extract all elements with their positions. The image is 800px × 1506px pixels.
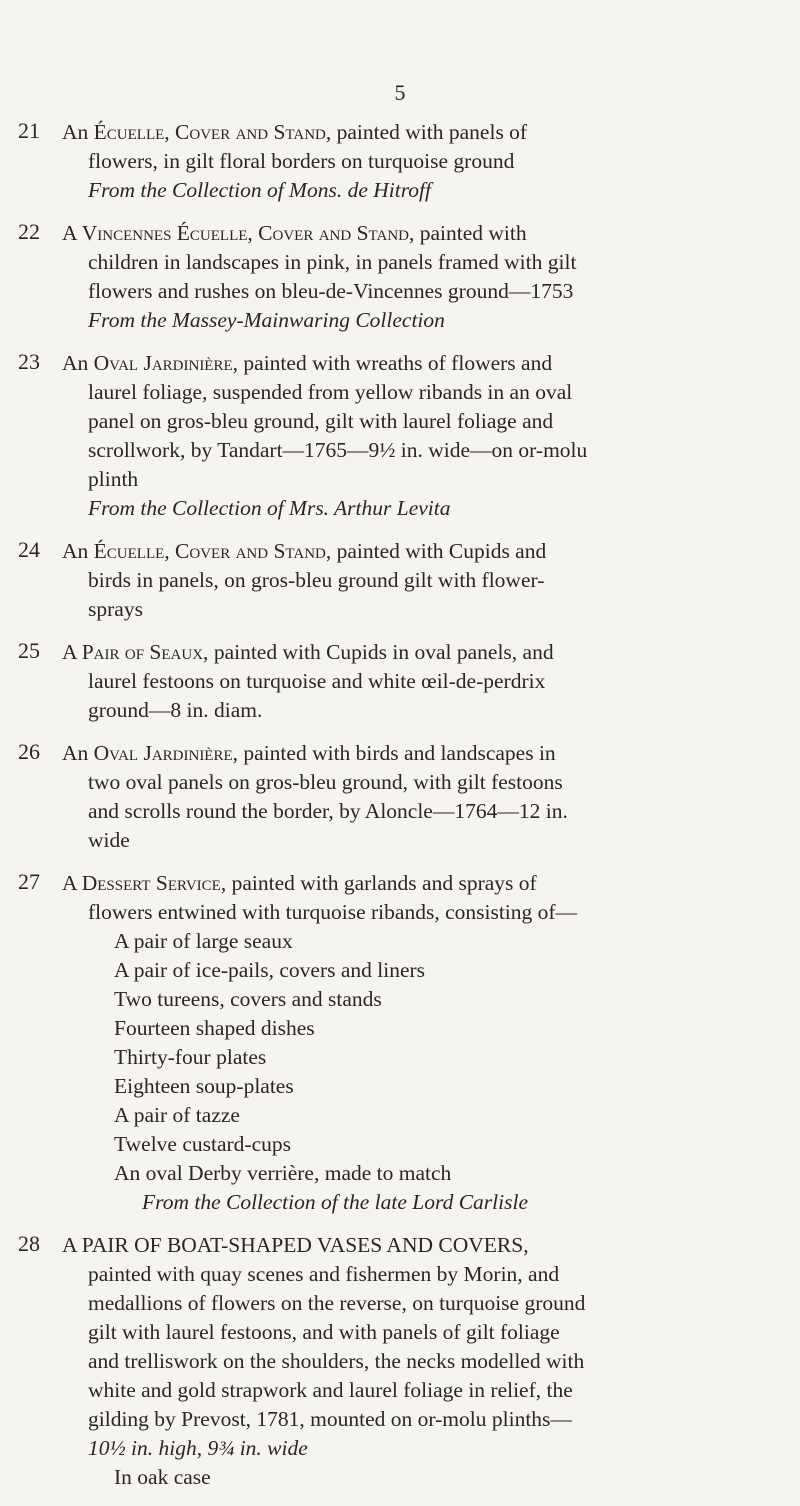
provenance: From the Collection of the late Lord Carlisle (142, 1190, 528, 1214)
lot-number: 27 (18, 869, 40, 894)
lot-number: 26 (18, 739, 40, 764)
lot-description-line: panel on gros-bleu ground, gilt with laurel foliage and (88, 409, 554, 433)
lot-description-line: flowers entwined with turquoise ribands, consisting of— (88, 900, 578, 924)
lot-entry (0, 349, 800, 523)
lot-number: 23 (18, 349, 40, 374)
lot-description-line: gilt with laurel festoons, and with panels of gilt foliage (88, 1320, 560, 1344)
lot-article: An (62, 539, 89, 563)
provenance: From the Collection of Mons. de Hitroff (88, 178, 431, 202)
lot-number: 24 (18, 537, 40, 562)
lot-description-line: birds in panels, on gros-bleu ground gilt with flower- (88, 568, 545, 592)
lot-number: 22 (18, 219, 40, 244)
lot-description-line: flowers, in gilt floral borders on turquoise ground (88, 149, 515, 173)
page-number: 5 (394, 80, 406, 105)
lot-description-line: wide (88, 828, 130, 852)
lot-description-line: two oval panels on gros-bleu ground, with gilt festoons (88, 770, 563, 794)
lot-description: painted with (419, 221, 527, 245)
list-item: Fourteen shaped dishes (114, 1016, 315, 1040)
lot-description-line: laurel foliage, suspended from yellow ribands in an oval (88, 380, 573, 404)
lot-entry (0, 739, 800, 855)
list-item: An oval Derby verrière, made to match (114, 1161, 452, 1185)
lot-title: Écuelle, Cover and Stand, (93, 539, 332, 563)
lot-description-line: ground—8 in. diam. (88, 698, 263, 722)
lot-description: painted with garlands and sprays of (231, 871, 537, 895)
lot-entry (0, 869, 800, 1217)
lot-description: painted with Cupids and (336, 539, 547, 563)
lot-description-line: gilding by Prevost, 1781, mounted on or-molu plinths— (88, 1407, 572, 1431)
lot-number: 28 (18, 1231, 40, 1256)
item-list (62, 927, 782, 1217)
list-item: Thirty-four plates (114, 1045, 267, 1069)
list-item: A pair of ice-pails, covers and liners (114, 958, 426, 982)
lot-entry (0, 219, 800, 335)
lot-description-line: flowers and rushes on bleu-de-Vincennes ground—1753 (88, 279, 574, 303)
lot-title: Oval Jardinière, (93, 741, 239, 765)
lot-article: A (62, 1233, 77, 1257)
catalogue-entries (0, 118, 800, 1506)
lot-article: A (62, 640, 77, 664)
lot-description-line: scrollwork, by Tandart—1765—9½ in. wide—on or-molu (88, 438, 588, 462)
lot-description-line: plinth (88, 467, 139, 491)
lot-article: An (62, 741, 89, 765)
lot-article: A (62, 221, 77, 245)
lot-title: Oval Jardinière, (93, 351, 239, 375)
lot-title: Vincennes Écuelle, Cover and Stand, (81, 221, 415, 245)
lot-description-line: white and gold strapwork and laurel foliage in relief, the (88, 1378, 573, 1402)
case-note: In oak case (114, 1465, 211, 1489)
lot-description-line: sprays (88, 597, 143, 621)
lot-number: 25 (18, 638, 40, 663)
lot-description-line: and scrolls round the border, by Aloncle—1764—12 in. (88, 799, 568, 823)
list-item: A pair of large seaux (114, 929, 293, 953)
lot-description: painted with panels of (336, 120, 528, 144)
lot-description-line: medallions of flowers on the reverse, on turquoise ground (88, 1291, 586, 1315)
lot-number: 21 (18, 118, 40, 143)
lot-description-line: and trelliswork on the shoulders, the necks modelled with (88, 1349, 585, 1373)
lot-description: painted with wreaths of flowers and (243, 351, 553, 375)
lot-description-line: children in landscapes in pink, in panels framed with gilt (88, 250, 577, 274)
lot-description: painted with Cupids in oval panels, and (213, 640, 554, 664)
lot-title: Pair of Seaux, (81, 640, 209, 664)
provenance: From the Massey-Mainwaring Collection (88, 308, 445, 332)
lot-article: A (62, 871, 77, 895)
lot-title: PAIR OF BOAT-SHAPED VASES AND COVERS, (81, 1233, 529, 1257)
lot-description: painted with birds and landscapes in (243, 741, 556, 765)
list-item: A pair of tazze (114, 1103, 240, 1127)
list-item: Twelve custard-cups (114, 1132, 291, 1156)
lot-description-line: laurel festoons on turquoise and white œil-de-perdrix (88, 669, 546, 693)
lot-description-line: painted with quay scenes and fishermen by Morin, and (88, 1262, 560, 1286)
lot-article: An (62, 351, 89, 375)
lot-entry (0, 537, 800, 624)
lot-entry (0, 638, 800, 725)
lot-entry (0, 118, 800, 205)
lot-dimensions: 10½ in. high, 9¾ in. wide (88, 1436, 308, 1460)
provenance: From the Collection of Mrs. Arthur Levita (88, 496, 451, 520)
lot-entry (0, 1231, 800, 1492)
list-item: Eighteen soup-plates (114, 1074, 294, 1098)
list-item: Two tureens, covers and stands (114, 987, 382, 1011)
lot-title: Dessert Service, (81, 871, 227, 895)
lot-title: Écuelle, Cover and Stand, (93, 120, 332, 144)
lot-article: An (62, 120, 89, 144)
